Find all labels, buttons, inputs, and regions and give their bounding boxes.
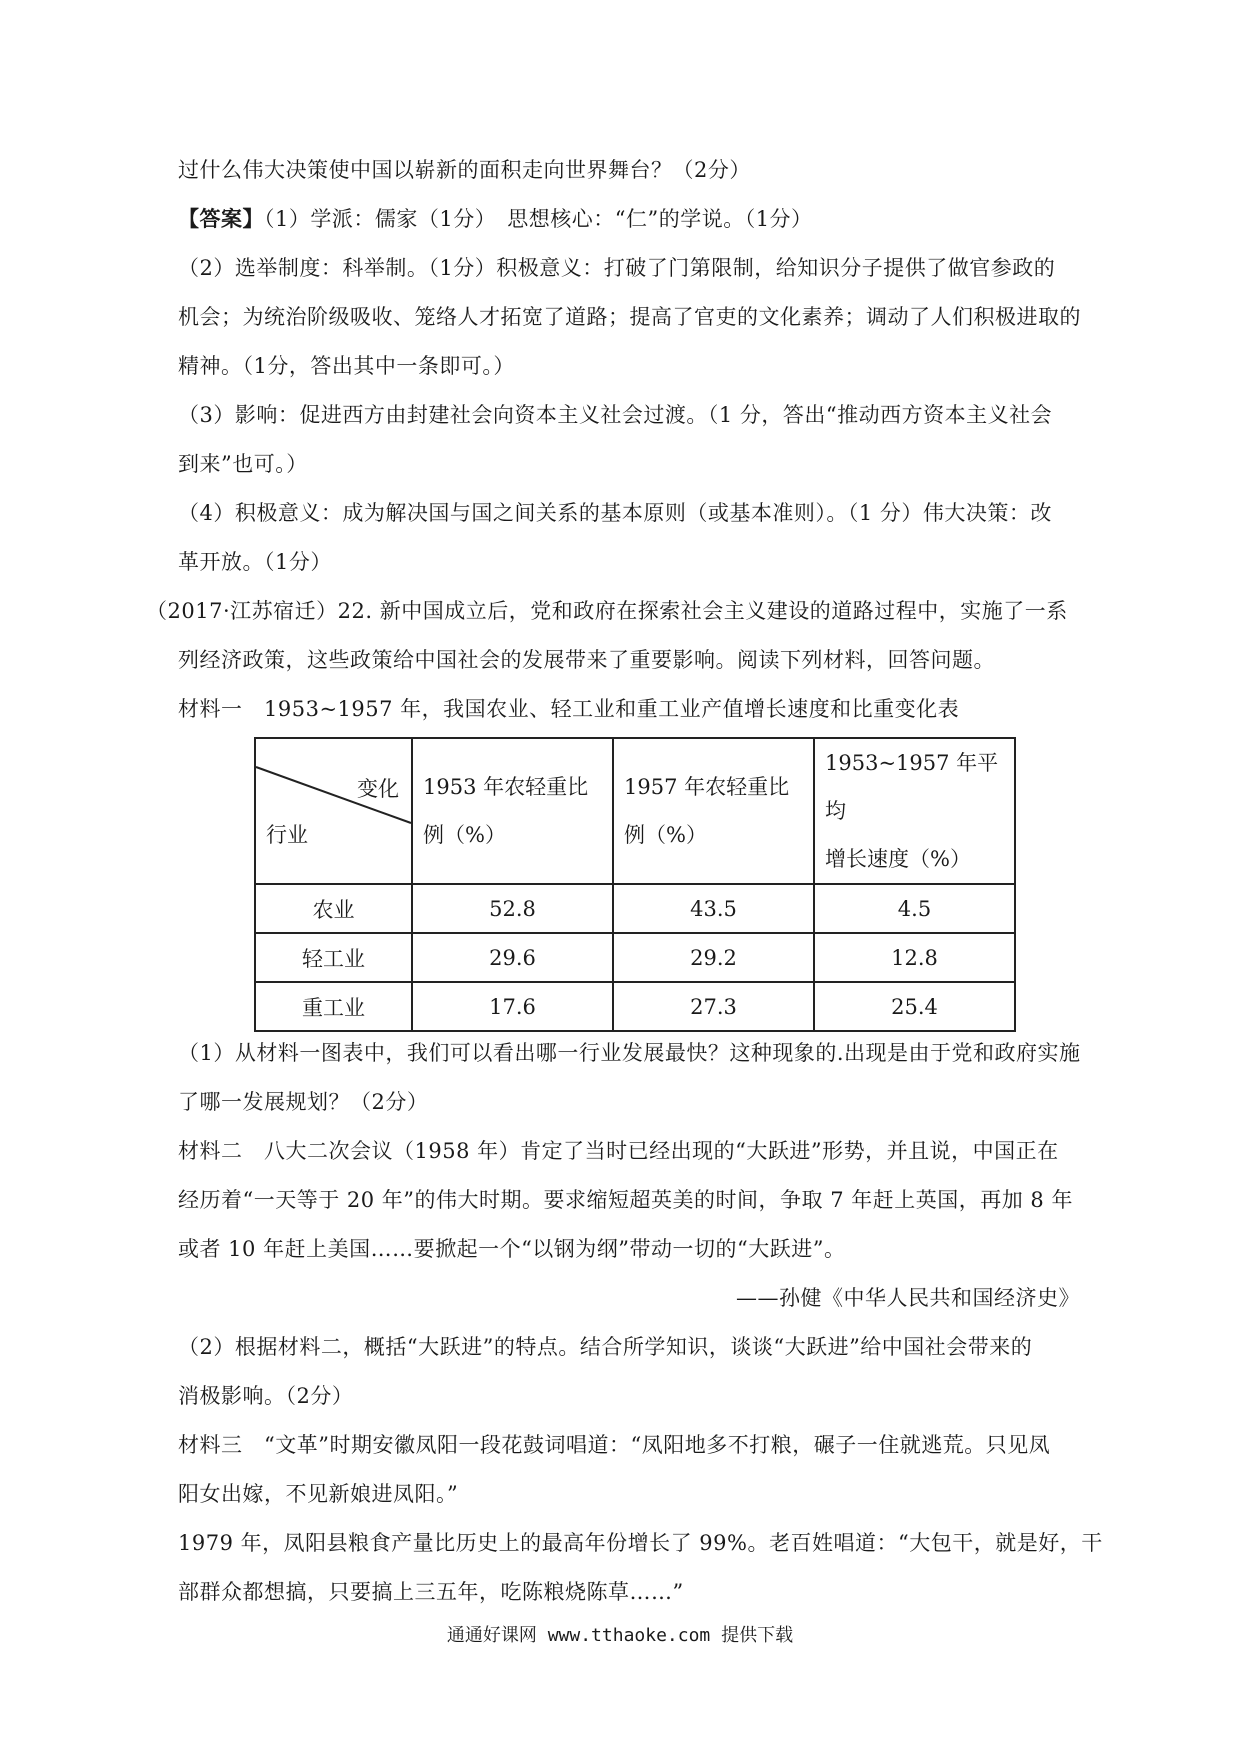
material-2-source: ——孙健《中华人民共和国经济史》	[736, 1286, 1080, 1310]
question-line-1: 过什么伟大决策使中国以崭新的面积走向世界舞台？（2分）	[178, 158, 751, 182]
header-1953-line-2: 例（%）	[423, 823, 506, 847]
header-1957-line-2: 例（%）	[624, 823, 707, 847]
table-row	[255, 933, 1015, 982]
header-1953-ratio	[412, 738, 613, 884]
material-3-line-1: 材料三 “文革”时期安徽凤阳一段花鼓词唱道：“凤阳地多不打粮，碾子一住就逃荒。只见凤	[178, 1433, 1051, 1457]
answer-line-8: 革开放。（1分）	[178, 550, 332, 574]
corner-label-industry: 行业	[266, 823, 308, 847]
sub-question-1-line-2: 了哪一发展规划？（2分）	[178, 1090, 429, 1114]
answer-line-4: 精神。（1分，答出其中一条即可。）	[178, 354, 515, 378]
question-22-line-1: （2017·江苏宿迁）22. 新中国成立后，党和政府在探索社会主义建设的道路过程中，实施了一系	[146, 599, 1068, 623]
header-1957-ratio	[613, 738, 814, 884]
sub-question-2-line-1: （2）根据材料二，概括“大跃进”的特点。结合所学知识，谈谈“大跃进”给中国社会带来的	[178, 1335, 1033, 1359]
header-1957-line-1: 1957 年农轻重比	[624, 775, 790, 799]
table-corner-cell	[255, 738, 412, 884]
table-row	[255, 884, 1015, 933]
answer-line-3: 机会；为统治阶级吸收、笼络人才拓宽了道路；提高了官吏的文化素养；调动了人们积极进取的	[178, 305, 1081, 329]
material-3-line-4: 部群众都想搞，只要搞上三五年，吃陈粮烧陈草……”	[178, 1580, 684, 1604]
header-growth-line-2: 增长速度（%）	[825, 847, 971, 871]
row-1953-value: 17.6	[412, 982, 613, 1031]
material-3-line-2: 阳女出嫁，不见新娘进凤阳。”	[178, 1482, 459, 1506]
answer-line-6: 到来”也可。）	[178, 452, 308, 476]
material-1-caption: 材料一 1953~1957 年，我国农业、轻工业和重工业产值增长速度和比重变化表	[178, 697, 960, 721]
row-1953-value: 29.6	[412, 933, 613, 982]
material-2-line-2: 经历着“一天等于 20 年”的伟大时期。要求缩短超英美的时间，争取 7 年赶上英国，再加 8 年	[178, 1188, 1073, 1212]
table-header-row	[255, 738, 1015, 884]
material-2-line-3: 或者 10 年赶上美国……要掀起一个“以钢为纲”带动一切的“大跃进”。	[178, 1237, 846, 1261]
answer-text-1: （1）学派：儒家（1分） 思想核心：“仁”的学说。（1分）	[264, 207, 813, 231]
answer-line-2: （2）选举制度：科举制。（1分）积极意义：打破了门第限制，给知识分子提供了做官参政的	[178, 256, 1056, 280]
answer-line-5: （3）影响：促进西方由封建社会向资本主义社会过渡。（1 分，答出“推动西方资本主义社会	[178, 403, 1053, 427]
row-growth-value: 25.4	[814, 982, 1015, 1031]
row-industry: 重工业	[255, 982, 412, 1031]
material-2-line-1: 材料二 八大二次会议（1958 年）肯定了当时已经出现的“大跃进”形势，并且说，中国正在	[178, 1139, 1059, 1163]
row-growth-value: 12.8	[814, 933, 1015, 982]
row-growth-value: 4.5	[814, 884, 1015, 933]
sub-question-2-line-2: 消极影响。（2分）	[178, 1384, 354, 1408]
row-industry: 农业	[255, 884, 412, 933]
row-1957-value: 27.3	[613, 982, 814, 1031]
header-growth-line-1: 1953~1957 年平均	[825, 751, 999, 823]
header-1953-line-1: 1953 年农轻重比	[423, 775, 589, 799]
corner-label-change: 变化	[357, 777, 399, 801]
answer-line-7: （4）积极意义：成为解决国与国之间关系的基本原则（或基本准则）。（1 分）伟大决策：改	[178, 501, 1052, 525]
row-industry: 轻工业	[255, 933, 412, 982]
row-1953-value: 52.8	[412, 884, 613, 933]
page-footer: 通通好课网 www.tthaoke.com 提供下载	[446, 1625, 794, 1646]
material-3-line-3: 1979 年，凤阳县粮食产量比历史上的最高年份增长了 99%。老百姓唱道：“大包干，就是好，干	[178, 1531, 1103, 1555]
table-row	[255, 982, 1015, 1031]
row-1957-value: 29.2	[613, 933, 814, 982]
row-1957-value: 43.5	[613, 884, 814, 933]
industry-output-table	[254, 737, 1016, 1032]
sub-question-1-line-1: （1）从材料一图表中，我们可以看出哪一行业发展最快？这种现象的.出现是由于党和政府实施	[178, 1041, 1081, 1065]
header-avg-growth	[814, 738, 1015, 884]
answer-line-1	[178, 204, 813, 234]
question-22-line-2: 列经济政策，这些政策给中国社会的发展带来了重要影响。阅读下列材料，回答问题。	[178, 648, 995, 672]
answer-label: 【答案】	[178, 206, 264, 231]
